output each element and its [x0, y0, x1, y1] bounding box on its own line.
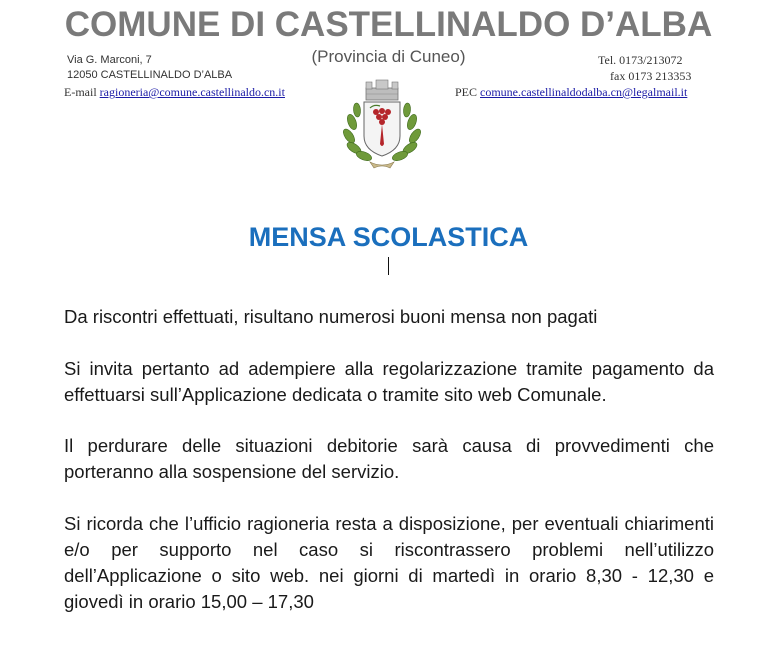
tel-number: Tel. 0173/213072 [598, 53, 683, 67]
address-city: 12050 CASTELLINALDO D’ALBA [67, 69, 233, 81]
paragraph-unpaid-vouchers: Da riscontri effettuati, risultano numerosi buoni mensa non pagati [64, 306, 598, 327]
text-cursor [388, 257, 389, 275]
municipality-title: COMUNE DI CASTELLINALDO D’ALBA [64, 5, 713, 44]
pec-link[interactable]: comune.castellinaldodalba.cn@legalmail.it [480, 85, 688, 99]
email-label: E-mail [64, 85, 97, 99]
pec-label: PEC [455, 85, 478, 99]
pec-line [455, 85, 687, 100]
email-line [64, 85, 285, 100]
paragraph-payment-request: Si invita pertanto ad adempiere alla regolarizzazione tramite pagamento da effettuarsi sull’Applicazione dedicata o tramite sito web Comunale. [64, 358, 714, 405]
email-link[interactable]: ragioneria@comune.castellinaldo.cn.it [99, 85, 285, 99]
coat-of-arms-icon [340, 78, 424, 170]
province-subtitle: (Provincia di Cuneo) [311, 47, 466, 66]
fax-number: fax 0173 213353 [610, 69, 692, 83]
document-title: MENSA SCOLASTICA [248, 222, 529, 252]
paragraph-suspension-warning: Il perdurare delle situazioni debitorie sarà causa di provvedimenti che porteranno alla sospensione del servizio. [64, 435, 714, 482]
paragraph-office-hours: Si ricorda che l’ufficio ragioneria resta a disposizione, per eventuali chiarimenti e/o per supporto nel caso si riscontrassero problemi nell’utilizzo dell’Applicazione o sito web. nei giorni di martedì in orario 8,30 - 12,30 e giovedì in orario 15,00 – 17,30 [64, 513, 714, 612]
address-street: Via G. Marconi, 7 [67, 54, 152, 66]
